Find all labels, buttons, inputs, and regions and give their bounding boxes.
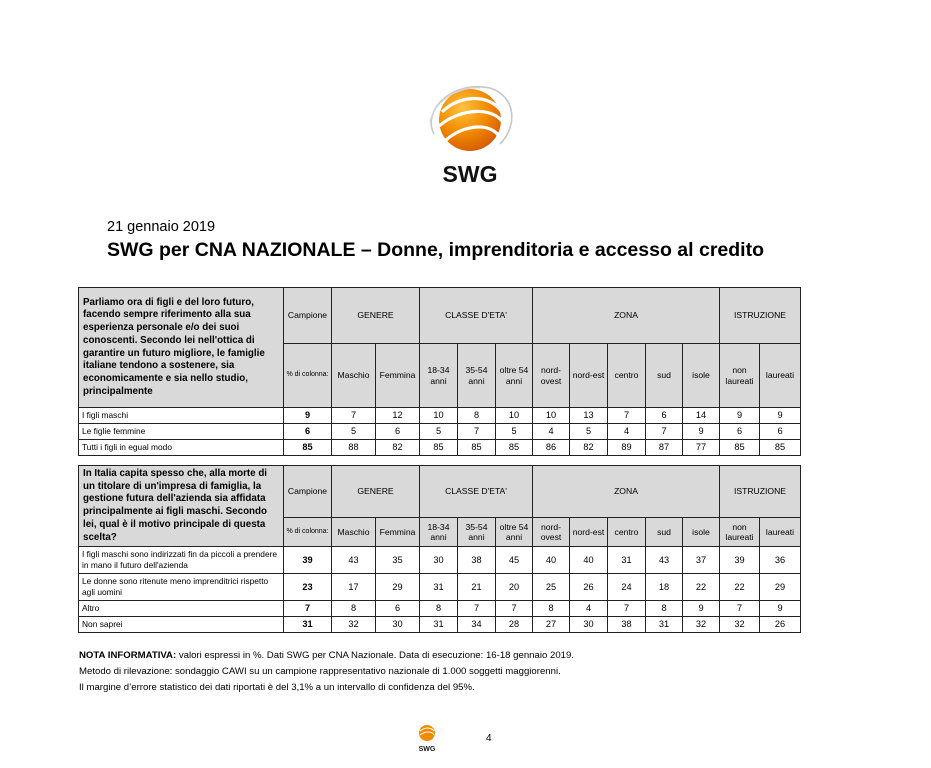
table-cell: 31 [420, 574, 458, 601]
table-cell: 7 [608, 408, 646, 424]
report-title: SWG per CNA NAZIONALE – Donne, imprenditoria e accesso al credito [107, 239, 764, 261]
header-35-54: 35-54 anni [458, 518, 496, 547]
table-cell: 89 [608, 440, 646, 456]
table-cell: 24 [608, 574, 646, 601]
table-cell: 35 [376, 547, 420, 574]
table-cell: 5 [332, 424, 376, 440]
table-cell: 40 [570, 547, 608, 574]
table-cell: 82 [570, 440, 608, 456]
row-label: I figli maschi [79, 408, 284, 424]
survey-table-1 [78, 287, 801, 456]
notes-label: NOTA INFORMATIVA: [79, 650, 177, 661]
header-oltre-54: oltre 54 anni [496, 518, 533, 547]
header-18-34: 18-34 anni [420, 518, 458, 547]
header-18-34: 18-34 anni [420, 344, 458, 408]
svg-text:SWG: SWG [418, 746, 436, 753]
cell-campione: 7 [284, 601, 332, 617]
table-cell: 26 [760, 617, 801, 633]
svg-text:SWG: SWG [442, 161, 498, 187]
report-date: 21 gennaio 2019 [107, 219, 216, 235]
table-cell: 32 [720, 617, 760, 633]
row-label: Le figlie femmine [79, 424, 284, 440]
table-2-body [79, 547, 801, 633]
notes-line-1-text: valori espressi in %. Dati SWG per CNA Nazionale. Data di esecuzione: 16-18 gennaio 2019. [176, 650, 574, 661]
notes-line-2: Metodo di rilevazione: sondaggio CAWI su un campione rappresentativo nazionale di 1.000 soggetti maggiorenni. [79, 666, 561, 677]
notes-line-3: Il margine d’errore statistico dei dati riportati è del 3,1% a un intervallo di confidenza del 95%. [79, 682, 475, 693]
table-cell: 10 [496, 408, 533, 424]
table-cell: 26 [570, 574, 608, 601]
table-cell: 36 [760, 547, 801, 574]
notes-line-1 [79, 648, 574, 664]
table-cell: 82 [376, 440, 420, 456]
table-cell: 5 [570, 424, 608, 440]
table-cell: 9 [760, 408, 801, 424]
row-label: Altro [79, 601, 284, 617]
table-cell: 9 [683, 424, 720, 440]
table-cell: 43 [646, 547, 683, 574]
table-cell: 4 [533, 424, 570, 440]
table-cell: 85 [420, 440, 458, 456]
table-1-body [79, 408, 801, 456]
table-cell: 7 [458, 424, 496, 440]
row-label: Tutti i figli in egual modo [79, 440, 284, 456]
table-cell: 8 [458, 408, 496, 424]
header-oltre-54: oltre 54 anni [496, 344, 533, 408]
table-cell: 6 [720, 424, 760, 440]
header-isole: isole [683, 344, 720, 408]
table-cell: 30 [420, 547, 458, 574]
table-cell: 21 [458, 574, 496, 601]
header-zona: ZONA [533, 466, 720, 518]
table-cell: 31 [420, 617, 458, 633]
header-femmina: Femmina [376, 518, 420, 547]
table-cell: 7 [608, 601, 646, 617]
nota-informativa [79, 648, 574, 696]
table-row [79, 408, 801, 424]
table-cell: 85 [720, 440, 760, 456]
table-cell: 30 [376, 617, 420, 633]
header-istruzione: ISTRUZIONE [720, 466, 801, 518]
table-cell: 37 [683, 547, 720, 574]
header-laureati: laureati [760, 518, 801, 547]
header-non-laureati: non laureati [720, 344, 760, 408]
row-label: Non saprei [79, 617, 284, 633]
table-cell: 22 [720, 574, 760, 601]
cell-campione: 23 [284, 574, 332, 601]
table-cell: 30 [570, 617, 608, 633]
header-campione: Campione [284, 288, 332, 344]
table-cell: 18 [646, 574, 683, 601]
header-genere: GENERE [332, 466, 420, 518]
table-cell: 40 [533, 547, 570, 574]
table-cell: 85 [760, 440, 801, 456]
table-cell: 39 [720, 547, 760, 574]
table-cell: 12 [376, 408, 420, 424]
table-cell: 7 [720, 601, 760, 617]
table-row [79, 574, 801, 601]
table-cell: 29 [376, 574, 420, 601]
page-number: 4 [486, 733, 492, 744]
table-cell: 4 [570, 601, 608, 617]
table-cell: 6 [760, 424, 801, 440]
table-cell: 20 [496, 574, 533, 601]
survey-table-2 [78, 465, 801, 633]
row-label: I figli maschi sono indirizzati fin da piccoli a prendere in mano il futuro dell'azienda [79, 547, 284, 574]
table-cell: 28 [496, 617, 533, 633]
swg-logo [420, 82, 520, 187]
header-35-54: 35-54 anni [458, 344, 496, 408]
header-non-laureati: non laureati [720, 518, 760, 547]
table-cell: 10 [420, 408, 458, 424]
table-row [79, 424, 801, 440]
table-cell: 86 [533, 440, 570, 456]
table-cell: 6 [376, 424, 420, 440]
table-cell: 27 [533, 617, 570, 633]
table-cell: 9 [683, 601, 720, 617]
table-cell: 31 [646, 617, 683, 633]
table-cell: 85 [496, 440, 533, 456]
table-cell: 14 [683, 408, 720, 424]
table-cell: 10 [533, 408, 570, 424]
table-cell: 77 [683, 440, 720, 456]
table-cell: 32 [332, 617, 376, 633]
header-sud: sud [646, 518, 683, 547]
table-cell: 17 [332, 574, 376, 601]
header-campione: Campione [284, 466, 332, 518]
swg-logo-small [415, 723, 439, 753]
header-nord-est: nord-est [570, 518, 608, 547]
cell-campione: 85 [284, 440, 332, 456]
table-cell: 8 [646, 601, 683, 617]
table-cell: 45 [496, 547, 533, 574]
question-text: In Italia capita spesso che, alla morte di un titolare di un'impresa di famiglia, la gestione futura dell'azienda sia affidata principalmente ai figli maschi. Secondo lei, qual è il motivo principale di questa scelta? [79, 466, 284, 547]
header-maschio: Maschio [332, 344, 376, 408]
question-text: Parliamo ora di figli e del loro futuro, facendo sempre riferimento alla sua esperienza personale e/o dei suoi conoscenti. Secondo lei nell'ottica di garantire un futuro migliore, le famiglie italiane tendono a sostenere, sia economicamente e sia nello studio, principalmente [79, 288, 284, 408]
header-pct-colonna: % di colonna: [284, 518, 332, 547]
table-cell: 5 [420, 424, 458, 440]
table-cell: 7 [332, 408, 376, 424]
cell-campione: 9 [284, 408, 332, 424]
header-femmina: Femmina [376, 344, 420, 408]
header-genere: GENERE [332, 288, 420, 344]
header-classe-eta: CLASSE D'ETA' [420, 288, 533, 344]
header-laureati: laureati [760, 344, 801, 408]
table-cell: 43 [332, 547, 376, 574]
table-cell: 85 [458, 440, 496, 456]
table-cell: 8 [332, 601, 376, 617]
table-cell: 38 [458, 547, 496, 574]
header-isole: isole [683, 518, 720, 547]
header-maschio: Maschio [332, 518, 376, 547]
table-cell: 31 [608, 547, 646, 574]
header-nord-est: nord-est [570, 344, 608, 408]
table-cell: 8 [533, 601, 570, 617]
table-cell: 9 [720, 408, 760, 424]
row-label: Le donne sono ritenute meno imprenditrici rispetto agli uomini [79, 574, 284, 601]
table-cell: 7 [458, 601, 496, 617]
cell-campione: 6 [284, 424, 332, 440]
table-cell: 13 [570, 408, 608, 424]
header-istruzione: ISTRUZIONE [720, 288, 801, 344]
table-cell: 38 [608, 617, 646, 633]
table-row [79, 440, 801, 456]
table-row [79, 547, 801, 574]
table-row [79, 617, 801, 633]
table-cell: 7 [496, 601, 533, 617]
table-cell: 9 [760, 601, 801, 617]
table-cell: 34 [458, 617, 496, 633]
table-row [79, 601, 801, 617]
table-cell: 6 [376, 601, 420, 617]
table-cell: 32 [683, 617, 720, 633]
table-cell: 7 [646, 424, 683, 440]
header-pct-colonna: % di colonna: [284, 344, 332, 408]
header-classe-eta: CLASSE D'ETA' [420, 466, 533, 518]
table-cell: 4 [608, 424, 646, 440]
cell-campione: 39 [284, 547, 332, 574]
header-centro: centro [608, 344, 646, 408]
table-cell: 25 [533, 574, 570, 601]
header-sud: sud [646, 344, 683, 408]
header-nord-ovest: nord-ovest [533, 344, 570, 408]
table-cell: 88 [332, 440, 376, 456]
header-zona: ZONA [533, 288, 720, 344]
table-cell: 22 [683, 574, 720, 601]
table-cell: 6 [646, 408, 683, 424]
table-cell: 8 [420, 601, 458, 617]
table-cell: 29 [760, 574, 801, 601]
table-cell: 87 [646, 440, 683, 456]
header-centro: centro [608, 518, 646, 547]
cell-campione: 31 [284, 617, 332, 633]
header-nord-ovest: nord-ovest [533, 518, 570, 547]
table-cell: 5 [496, 424, 533, 440]
